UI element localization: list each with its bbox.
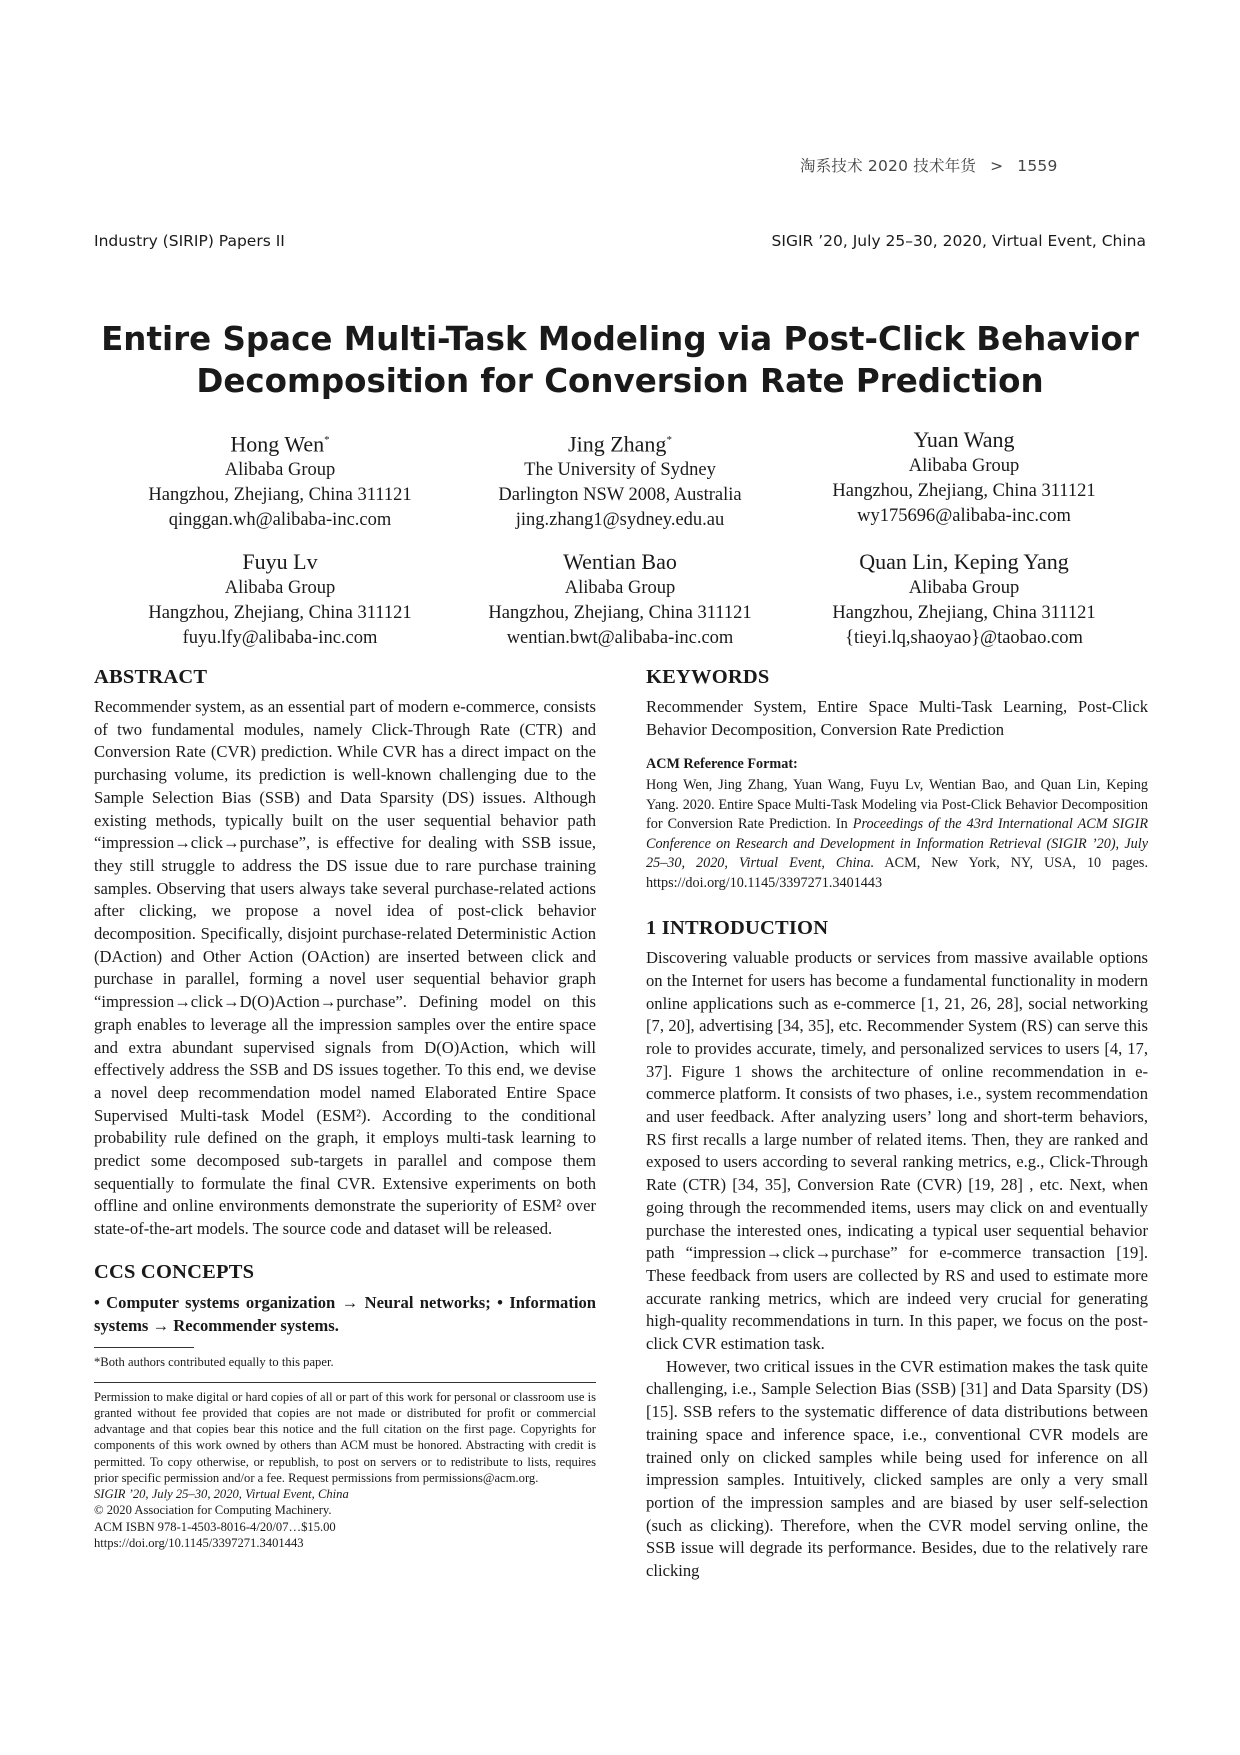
author-affiliation: The University of Sydney	[524, 460, 716, 481]
author-name: Jing Zhang	[568, 431, 667, 457]
author-email: jing.zhang1@sydney.edu.au	[515, 510, 725, 531]
footnote: *Both authors contributed equally to this paper.	[94, 1354, 334, 1369]
header-separator: >	[990, 157, 1004, 175]
author-affiliation: Alibaba Group	[224, 578, 336, 598]
author-email: wy175696@alibaba-inc.com	[857, 506, 1071, 526]
right-column	[646, 664, 1148, 1583]
acm-reference-authors: Hong Wen, Jing Zhang, Yuan Wang, Fuyu Lv, Wentian Bao, and Quan Lin, Keping Yang. 2020. Entire Space Multi-Task Modeling via Post-Click Behavior Decomposition for Conversion Rate Prediction. In	[646, 777, 1148, 833]
author-name: Hong Wen	[230, 431, 325, 457]
running-head-left: Industry (SIRIP) Papers II	[94, 232, 285, 250]
author-email: qinggan.wh@alibaba-inc.com	[168, 510, 392, 531]
author-affiliation: Alibaba Group	[908, 578, 1020, 598]
author-name: Yuan Wang	[913, 427, 1015, 452]
permission-block	[94, 1389, 596, 1551]
author-email: wentian.bwt@alibaba-inc.com	[506, 628, 734, 648]
ccs-heading: CCS CONCEPTS	[94, 1260, 255, 1283]
keywords-heading: KEYWORDS	[646, 666, 770, 688]
footnote-rule	[94, 1347, 194, 1348]
author-location: Hangzhou, Zhejiang, China 311121	[832, 603, 1096, 623]
author-block	[110, 548, 450, 651]
author-location: Hangzhou, Zhejiang, China 311121	[488, 603, 752, 623]
author-email: fuyu.lfy@alibaba-inc.com	[182, 628, 378, 648]
permission-doi: https://doi.org/10.1145/3397271.3401443	[94, 1535, 304, 1550]
introduction-heading: 1 INTRODUCTION	[646, 917, 829, 940]
author-name: Quan Lin, Keping Yang	[859, 549, 1069, 574]
author-affiliation: Alibaba Group	[908, 456, 1020, 476]
title-line: Decomposition for Conversion Rate Prediction	[196, 362, 1044, 400]
author-affiliation: Alibaba Group	[564, 578, 676, 598]
acm-reference-proceedings: Proceedings of the 43rd International ACM SIGIR Conference on Research and Development in Information Retrieval (SIGIR ’20), July 25–30, 2020, Virtual Event, China.	[646, 816, 1148, 872]
permission-isbn: ACM ISBN 978-1-4503-8016-4/20/07…$15.00	[94, 1519, 336, 1534]
keywords-text: Recommender System, Entire Space Multi-Task Learning, Post-Click Behavior Decomposition, Conversion Rate Prediction	[646, 697, 1148, 739]
author-name: Fuyu Lv	[242, 549, 318, 574]
author-location: Hangzhou, Zhejiang, China 311121	[148, 603, 412, 623]
abstract-heading: ABSTRACT	[94, 666, 208, 688]
author-block	[794, 426, 1134, 529]
equal-contribution-mark: *	[666, 434, 672, 446]
abstract-text: Recommender system, as an essential part of modern e-commerce, consists of two fundamental modules, namely Click-Through Rate (CTR) and Conversion Rate (CVR) prediction. While CVR has a direct impact on the purchasing volume, its prediction is well-known challenging due to the Sample Selection Bias (SSB) and Data Sparsity (DS) issues. Although existing methods, typically built on the user sequential behavior path “impression→click→purchase”, is effective for dealing with SSB issue, they still struggle to address the DS issue due to rare purchase training samples. Observing that users always take several purchase-related actions after clicking, we propose a novel idea of post-click behavior decomposition. Specifically, disjoint purchase-related Deterministic Action (DAction) and Other Action (OAction) are inserted between click and purchase in parallel, forming a novel user sequential behavior graph “impression→click→D(O)Action→purchase”. Defining model on this graph enables to leverage all the impression samples over the entire space and extra abundant supervised signals from D(O)Action, which will effectively address the SSB and DS issues together. To this end, we devise a novel deep recommendation model named Elaborated Entire Space Supervised Multi-task Model (ESM²). According to the conditional probability rule defined on the graph, it employs multi-task learning to predict some decomposed sub-targets in parallel and compose them sequentially to formulate the final CVR. Extensive experiments on both offline and online environments demonstrate the superiority of ESM² over state-of-the-art models. The source code and dataset will be released.	[94, 697, 596, 1239]
author-block	[110, 426, 450, 533]
page-header	[800, 154, 1058, 176]
paper-title	[94, 318, 1146, 402]
equal-contribution-mark: *	[324, 434, 330, 446]
introduction-paragraph: Discovering valuable products or services from massive available options on the Internet for users has become a fundamental functionality in modern online applications such as e-commerce [1, 21, 26, 28], social networking [7, 20], advertising [34, 35], etc. Recommender System (RS) can serve this role to provides accurate, timely, and personalized services to users [4, 17, 37]. Figure 1 shows the architecture of online recommendation in e-commerce platform. It consists of two phases, i.e., system recommendation and user feedback. After analyzing users’ long and short-term behaviors, RS first recalls a large number of related items. Then, they are ranked and exposed to users according to several ranking metrics, e.g., Click-Through Rate (CTR) [34, 35], Conversion Rate (CVR) [19, 28] , etc. Next, when going through the recommended items, users may click on and eventually purchase the interested ones, indicating a typical user sequential behavior path “impression→click→purchase” for e-commerce transaction [19]. These feedback from users are collected by RS and used to estimate more accurate ranking metrics, which are indeed very crucial for generating high-quality recommendations in turn. In this paper, we focus on the post-click CVR estimation task.	[646, 948, 1148, 1354]
permission-text: Permission to make digital or hard copies of all or part of this work for personal or classroom use is granted without fee provided that copies are not made or distributed for profit or commercial advantage and that copies bear this notice and the full citation on the first page. Copyrights for components of this work owned by others than ACM must be honored. Abstracting with credit is permitted. To copy otherwise, or republish, to post on servers or to redistribute to lists, requires prior specific permission and/or a fee. Request permissions from permissions@acm.org.	[94, 1389, 596, 1485]
introduction-paragraph: However, two critical issues in the CVR estimation makes the task quite challenging, i.e., Sample Selection Bias (SSB) [31] and Data Sparsity (DS) [15]. SSB refers to the systematic difference of data distributions between training space and inference space, i.e., conventional CVR models are trained only on clicked samples while being used for inference on all impression samples. Intuitively, clicked samples are only a very small portion of the impression samples and are biased by user self-selection (such as clicking). Therefore, when the CVR model serving online, the SSB issue will degrade its performance. Besides, due to the relatively rare clicking	[646, 1356, 1148, 1581]
acm-reference-tail: ACM, New York, NY, USA, 10 pages. https://doi.org/10.1145/3397271.3401443	[646, 855, 1148, 891]
permission-venue: SIGIR ’20, July 25–30, 2020, Virtual Event, China	[94, 1487, 349, 1502]
title-line: Entire Space Multi-Task Modeling via Post-Click Behavior	[101, 320, 1139, 358]
permission-copyright: © 2020 Association for Computing Machinery.	[94, 1503, 332, 1518]
header-source: 淘系技术 2020 技术年货	[800, 157, 977, 175]
author-location: Darlington NSW 2008, Australia	[498, 485, 742, 506]
permission-rule	[94, 1382, 596, 1383]
author-block	[450, 426, 790, 533]
author-name: Wentian Bao	[563, 549, 677, 574]
left-column	[94, 664, 596, 1551]
page-number: 1559	[1017, 157, 1058, 175]
author-block	[794, 548, 1134, 651]
author-affiliation: Alibaba Group	[224, 460, 336, 481]
author-location: Hangzhou, Zhejiang, China 311121	[832, 481, 1096, 501]
ccs-concepts: • Computer systems organization → Neural networks; • Information systems → Recommender systems.	[94, 1292, 596, 1335]
acm-reference-text	[646, 776, 1148, 893]
author-location: Hangzhou, Zhejiang, China 311121	[148, 485, 412, 506]
author-block	[450, 548, 790, 651]
running-head-right: SIGIR ’20, July 25–30, 2020, Virtual Event, China	[771, 232, 1146, 250]
acm-reference-heading: ACM Reference Format:	[646, 756, 798, 773]
author-email: {tieyi.lq,shaoyao}@taobao.com	[845, 628, 1083, 648]
